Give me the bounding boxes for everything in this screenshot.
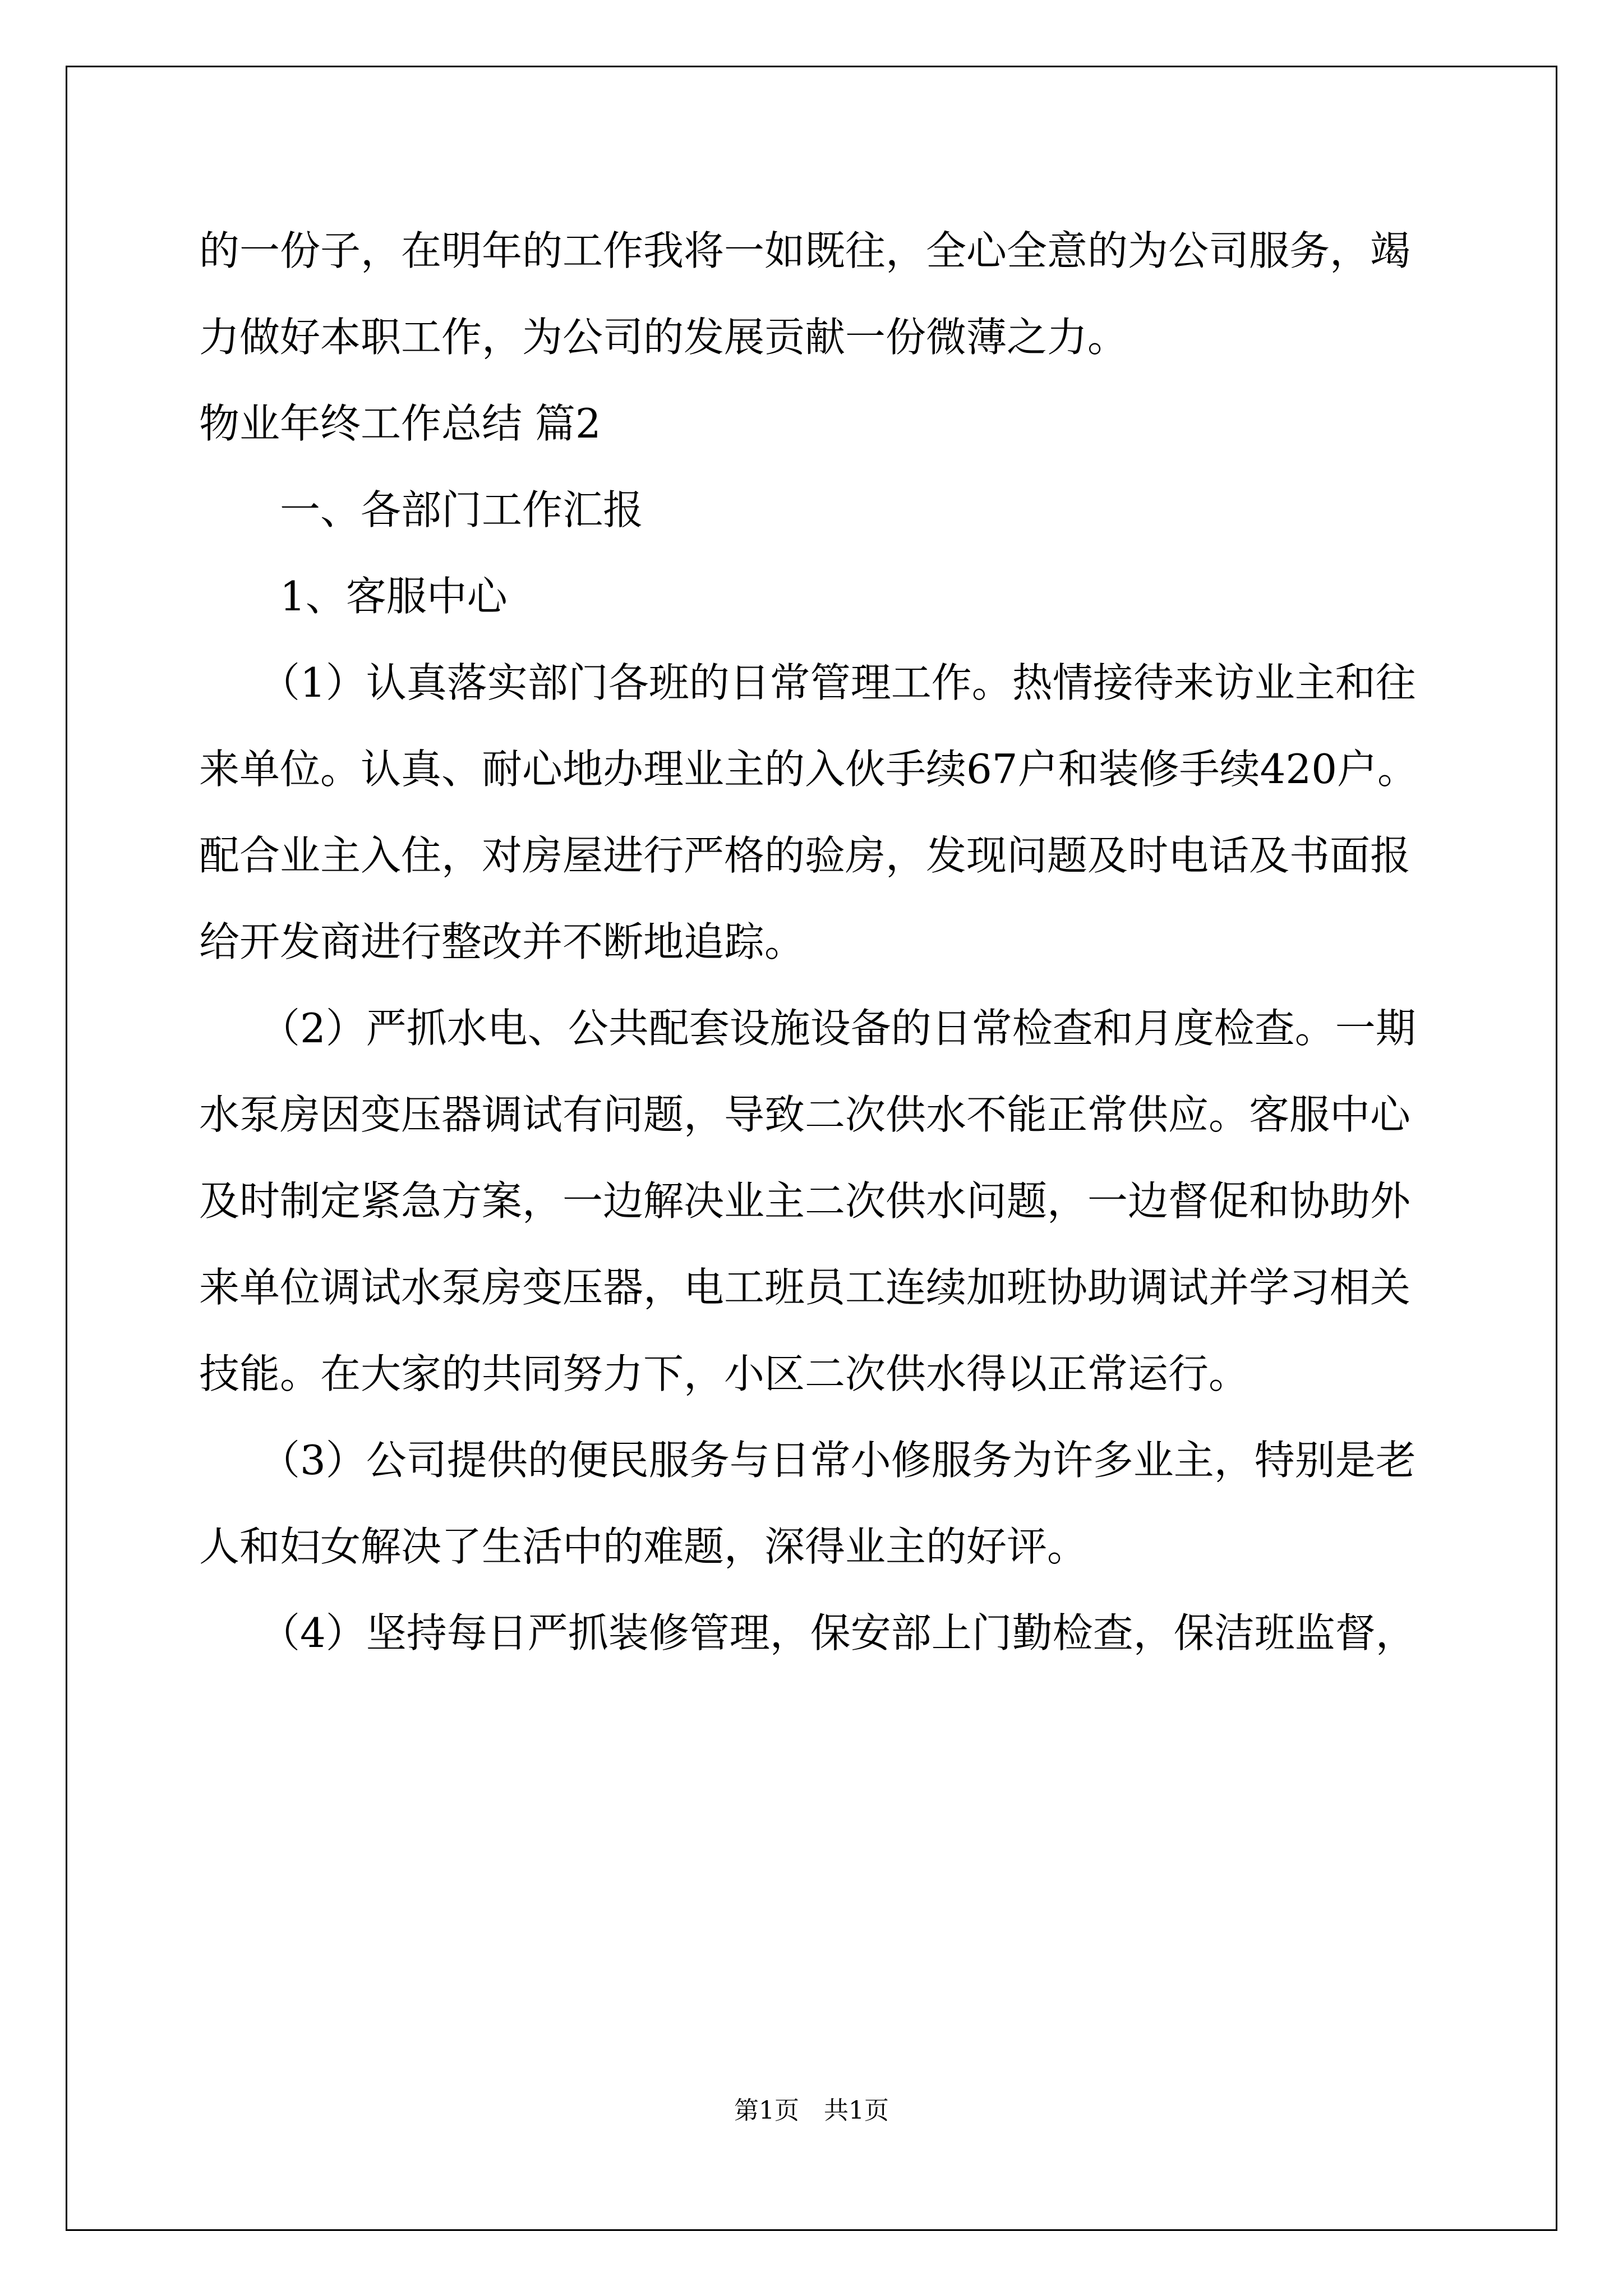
text-line: （4）坚持每日严抓装修管理，保安部上门勤检查，保洁班监督， — [199, 1609, 1416, 1657]
page-footer: 第1页 共1页 — [734, 2096, 889, 2125]
text-line: 技能。在大家的共同努力下，小区二次供水得以正常运行。 — [199, 1350, 1249, 1397]
text-line: 给开发商进行整改并不断地追踪。 — [199, 918, 805, 965]
subsection-heading: 一、各部门工作汇报 — [199, 486, 644, 533]
text-line: 配合业主入住，对房屋进行严格的验房，发现问题及时电话及书面报 — [199, 832, 1411, 879]
section-heading: 物业年终工作总结 篇2 — [199, 400, 601, 447]
text-line: （2）严抓水电、公共配套设施设备的日常检查和月度检查。一期 — [199, 1005, 1416, 1052]
text-line: （1）认真落实部门各班的日常管理工作。热情接待来访业主和往 — [199, 659, 1416, 706]
text-line: （3）公司提供的便民服务与日常小修服务为许多业主，特别是老 — [199, 1437, 1416, 1484]
text-line: 来单位。认真、耐心地办理业主的入伙手续67户和装修手续420户。 — [199, 746, 1418, 793]
text-line: 力做好本职工作，为公司的发展贡献一份微薄之力。 — [199, 314, 1128, 361]
text-line: 来单位调试水泵房变压器，电工班员工连续加班协助调试并学习相关 — [199, 1264, 1411, 1311]
text-line: 水泵房因变压器调试有问题，导致二次供水不能正常供应。客服中心 — [199, 1091, 1411, 1138]
subsection-heading: 1、客服中心 — [199, 573, 508, 620]
text-line: 人和妇女解决了生活中的难题，深得业主的好评。 — [199, 1523, 1088, 1570]
text-line: 及时制定紧急方案，一边解决业主二次供水问题，一边督促和协助外 — [199, 1177, 1411, 1225]
document-body — [199, 208, 1427, 1676]
text-line: 的一份子，在明年的工作我将一如既往，全心全意的为公司服务，竭 — [199, 227, 1411, 274]
